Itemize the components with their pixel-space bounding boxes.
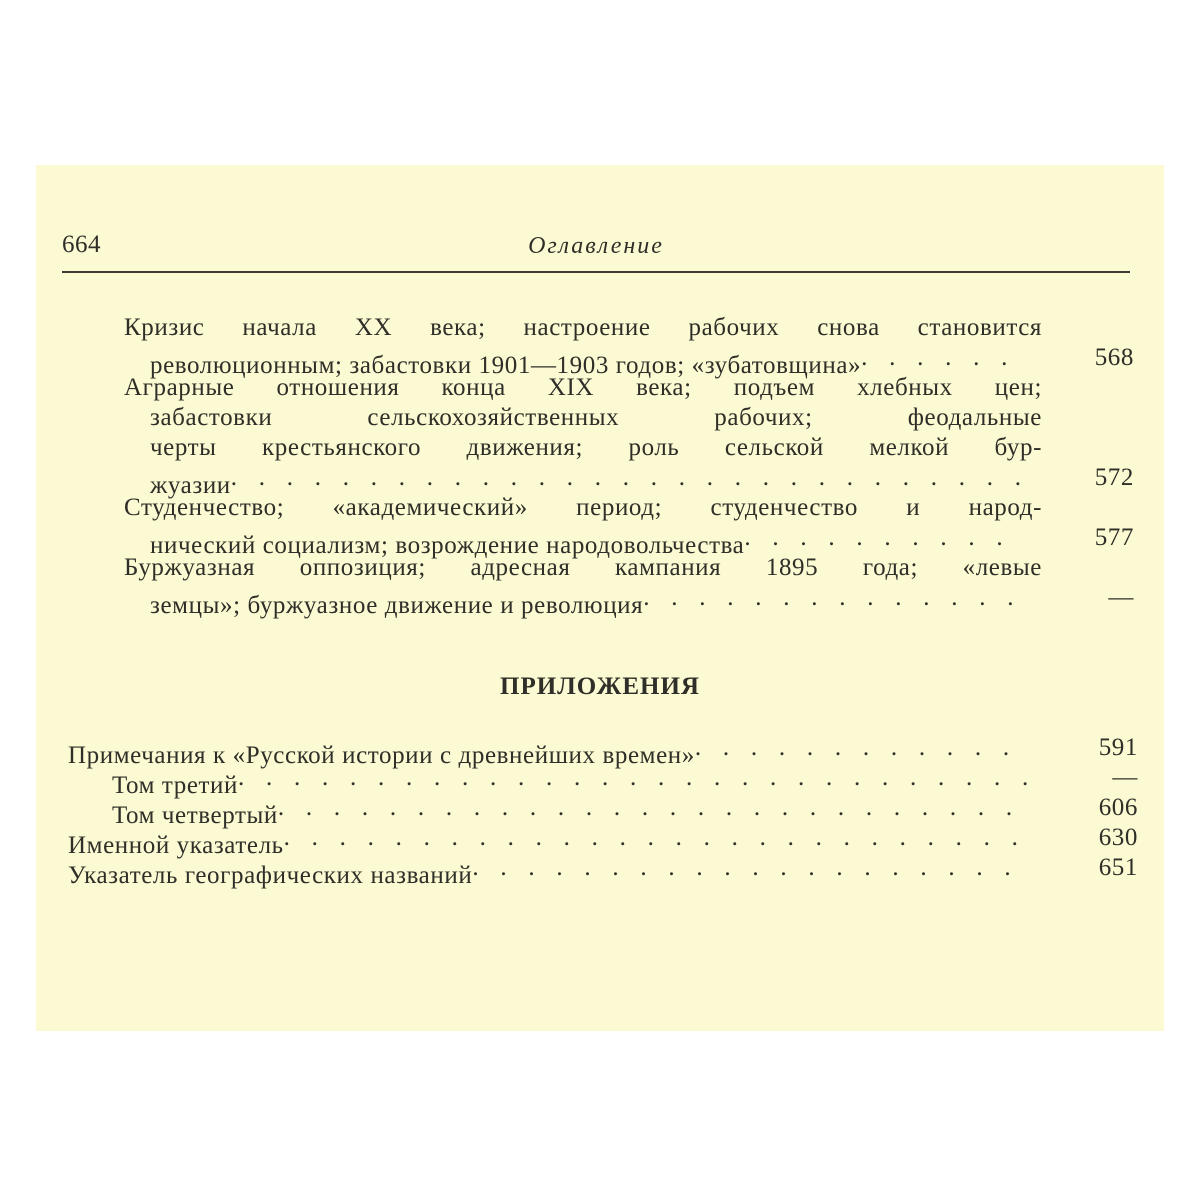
entry-text: Буржуазная оппозиция; адресная кампания 1895 года; «левые xyxy=(124,554,1042,581)
appendix-list xyxy=(68,733,1138,889)
page-reference: 651 xyxy=(1098,854,1138,881)
page-reference: — xyxy=(1112,764,1138,791)
appendix-entry xyxy=(68,793,1138,829)
entry-text: забастовки сельскохозяйственных рабочих; феодальные xyxy=(150,404,1042,431)
dot-leader: . . . . . . xyxy=(861,344,1008,371)
entry-text: черты крестьянского движения; роль сельской мелкой бур- xyxy=(150,434,1042,461)
running-title: Оглавление xyxy=(528,233,664,259)
contents-entry-last-line xyxy=(124,343,1134,379)
entry-text: Кризис начала XX века; настроение рабочих снова становится xyxy=(124,314,1042,341)
dot-leader: . . . . . . . . . . . . . . xyxy=(643,584,1014,611)
page-header xyxy=(62,231,1130,273)
page-number: 664 xyxy=(62,231,101,258)
contents-entries xyxy=(124,313,1134,619)
contents-entry-line xyxy=(124,373,1134,403)
section-heading-appendices: ПРИЛОЖЕНИЯ xyxy=(500,673,700,700)
contents-entry-line xyxy=(124,493,1134,523)
appendix-entry xyxy=(68,853,1138,889)
book-page xyxy=(36,165,1164,1031)
dot-leader: . . . . . . . . . . . . . . . . . . . . . . . . . . . . . xyxy=(230,464,1022,491)
page-reference: 606 xyxy=(1098,794,1138,821)
dot-leader: . . . . . . . . . . . . xyxy=(694,734,1010,761)
contents-entry-line xyxy=(124,403,1134,433)
appendix-entry xyxy=(68,823,1138,859)
dot-leader: . . . . . . . . . . . . . . . . . . . . . . . . . . . xyxy=(277,794,1013,821)
page-reference: — xyxy=(1108,584,1134,611)
contents-entry-last-line xyxy=(124,523,1134,559)
page-reference: 577 xyxy=(1094,524,1134,551)
entry-text: Аграрные отношения конца XIX века; подъем хлебных цен; xyxy=(124,374,1042,401)
contents-entry-line xyxy=(124,553,1134,583)
entry-text: Том четвертый xyxy=(112,802,278,829)
entry-text: земцы»; буржуазное движение и революция xyxy=(150,592,644,619)
page-reference: 591 xyxy=(1098,734,1138,761)
entry-text: нический социализм; возрождение народовольчества xyxy=(150,532,745,559)
entry-text: жуазии xyxy=(150,472,231,499)
contents-entry-last-line xyxy=(124,463,1134,499)
page-reference: 568 xyxy=(1094,344,1134,371)
dot-leader: . . . . . . . . . . . . . . . . . . . . . . . . . . . . . xyxy=(238,764,1029,791)
entry-text: Примечания к «Русской истории с древнейших времен» xyxy=(68,742,695,769)
dot-leader: . . . . . . . . . . . . . . . . . . . . . . . . . . . xyxy=(283,824,1018,851)
contents-entry-line xyxy=(124,433,1134,463)
entry-text: революционным; забастовки 1901—1903 годов; «зубатовщина» xyxy=(150,352,862,379)
contents-entry-last-line xyxy=(124,583,1134,619)
entry-text: Студенчество; «академический» период; студенчество и народ- xyxy=(124,494,1042,521)
appendix-entry xyxy=(68,763,1138,799)
page-reference: 572 xyxy=(1094,464,1134,491)
dot-leader: . . . . . . . . . . xyxy=(744,524,1003,551)
dot-leader: . . . . . . . . . . . . . . . . . . . . xyxy=(472,854,1011,881)
page-reference: 630 xyxy=(1098,824,1138,851)
entry-text: Том третий xyxy=(112,772,238,799)
contents-entry-line xyxy=(124,313,1134,343)
appendix-entry xyxy=(68,733,1138,769)
entry-text: Именной указатель xyxy=(68,832,284,859)
entry-text: Указатель географических названий xyxy=(68,862,473,889)
